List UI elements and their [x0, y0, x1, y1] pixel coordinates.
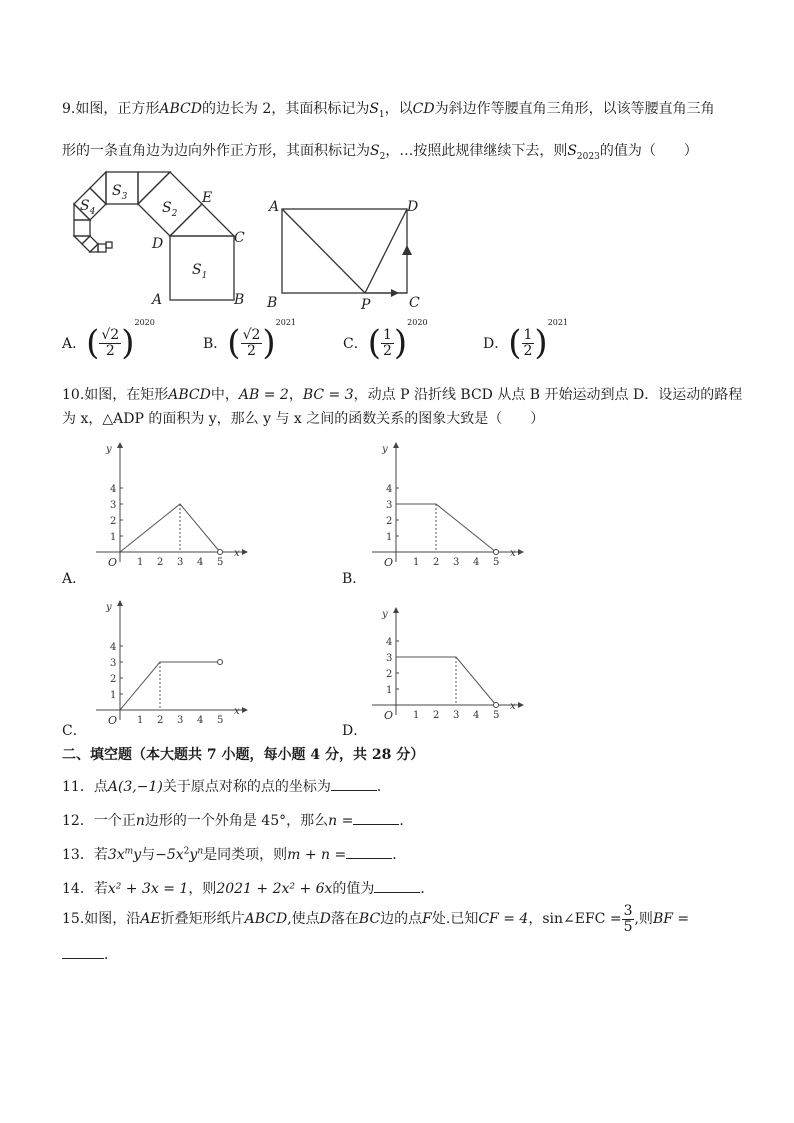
- x-tick-label: 3: [177, 715, 184, 726]
- function-line: [120, 504, 220, 552]
- q10-graph-d: [368, 605, 528, 733]
- x-tick-label: 4: [197, 557, 204, 568]
- square-s6: [82, 236, 98, 252]
- q9-option-c[interactable]: C．( $\frac{1}{2}$ )$^{2020}$: [343, 318, 428, 363]
- q12: 12．一个正n边形的一个外角是 45°，那么n = ．: [62, 813, 414, 829]
- q10-line2: 为 x，△ADP 的面积为 y，那么 y 与 x 之间的函数关系的图象大致是（ ）: [62, 411, 545, 427]
- x-tick-label: 4: [197, 715, 204, 726]
- y-tick-label: 3: [110, 500, 117, 511]
- q10-option-d[interactable]: D．: [342, 723, 368, 739]
- open-endpoint: [218, 550, 223, 555]
- x-tick-label: 5: [217, 557, 224, 568]
- origin-label: O: [384, 556, 394, 569]
- function-line: [396, 657, 496, 705]
- label-c: C: [234, 230, 245, 246]
- x-tick-label: 3: [177, 557, 184, 568]
- y-axis-label: y: [382, 609, 388, 620]
- open-endpoint: [494, 703, 499, 708]
- q14: 14．若x² + 3x = 1，则2021 + 2x² + 6x的值为 ．: [62, 881, 435, 897]
- q9-option-b[interactable]: B．( $\frac{√2}{2}$ )$^{2021}$: [203, 318, 297, 363]
- q10-option-b[interactable]: B．: [342, 571, 367, 587]
- q9-line2: 形的一条直角边为边向外作正方形，其面积标记为$S_2$，…按照此规律继续下去，则$S_{2023}$的值为（ ）: [62, 143, 698, 162]
- q9-option-d[interactable]: D．( $\frac{1}{2}$ )$^{2021}$: [483, 318, 569, 363]
- x-axis-arrow-icon: [242, 707, 248, 713]
- y-axis-arrow-icon: [117, 600, 123, 606]
- function-line: [396, 504, 496, 552]
- x-axis-label: x: [510, 548, 516, 559]
- label-s1: $S_1$: [192, 262, 208, 281]
- x-tick-label: 1: [413, 710, 420, 721]
- x-tick-label: 4: [473, 557, 480, 568]
- q10-graph-a: [92, 440, 252, 580]
- q10-option-c[interactable]: C．: [62, 723, 87, 739]
- arrow-right-icon: [391, 289, 399, 297]
- x-tick-label: 5: [217, 715, 224, 726]
- origin-label: O: [108, 556, 118, 569]
- label-a: A: [152, 292, 163, 308]
- y-tick-label: 4: [386, 637, 393, 648]
- x-tick-label: 3: [453, 710, 460, 721]
- section-title: 二、填空题（本大题共 7 小题，每小题 4 分，共 28 分）: [62, 747, 425, 763]
- x-tick-label: 1: [137, 715, 144, 726]
- y-tick-label: 3: [386, 500, 393, 511]
- y-tick-label: 4: [110, 484, 117, 495]
- q13: 13．若$3x^my$与$-5x^2y^n$是同类项，则m + n = ．: [62, 846, 407, 863]
- label-b: B: [234, 292, 245, 308]
- function-line: [120, 662, 220, 710]
- x-tick-label: 1: [137, 557, 144, 568]
- square-s5: [74, 220, 90, 236]
- label-d: D: [407, 199, 419, 215]
- y-axis-arrow-icon: [393, 442, 399, 448]
- label-b: B: [267, 295, 278, 311]
- x-tick-label: 3: [453, 557, 460, 568]
- q15-line1: 15.如图，沿AE折叠矩形纸片ABCD,使点D落在BC边的点F处.已知CF = 4，sin∠EFC = $\frac{3}{5}$ ,则BF =: [62, 902, 690, 935]
- x-axis-arrow-icon: [518, 549, 524, 555]
- label-d: D: [152, 236, 164, 252]
- y-tick-label: 2: [386, 516, 393, 527]
- q9-option-a[interactable]: A．( $\frac{√2}{2}$ )$^{2020}$: [62, 318, 155, 363]
- x-tick-label: 2: [157, 715, 164, 726]
- square-s1: [170, 236, 234, 300]
- x-tick-label: 4: [473, 710, 480, 721]
- x-tick-label: 2: [433, 557, 440, 568]
- label-s2: $S_2$: [162, 200, 178, 219]
- q9-line1: 9.如图，正方形ABCD的边长为 2，其面积标记为$S_1$，以CD为斜边作等腰直角三角形，以该等腰直角三角: [62, 101, 715, 120]
- square-s7: [98, 244, 106, 252]
- x-tick-label: 2: [433, 710, 440, 721]
- origin-label: O: [384, 709, 394, 722]
- x-axis-label: x: [510, 701, 516, 712]
- open-endpoint: [494, 550, 499, 555]
- x-axis-label: x: [234, 548, 240, 559]
- label-s3: $S_3$: [112, 183, 128, 202]
- label-p: P: [361, 297, 371, 313]
- y-axis-label: y: [106, 602, 112, 613]
- origin-label: O: [108, 714, 118, 727]
- y-tick-label: 4: [110, 642, 117, 653]
- triangle-6: [90, 244, 98, 252]
- q12-answer-blank[interactable]: [353, 824, 399, 825]
- x-axis-arrow-icon: [242, 549, 248, 555]
- q11: 11．点A(3,−1)关于原点对称的点的坐标为 ．: [62, 779, 391, 795]
- y-tick-label: 3: [386, 653, 393, 664]
- y-tick-label: 4: [386, 484, 393, 495]
- triangle-cde: [170, 204, 234, 236]
- q10-option-a[interactable]: A．: [62, 571, 87, 587]
- q10-line1: 10.如图，在矩形ABCD中，AB = 2，BC = 3，动点 P 沿折线 BCD 从点 B 开始运动到点 D．设运动的路程: [62, 387, 743, 403]
- q10-graph-c: [92, 598, 252, 738]
- y-tick-label: 1: [386, 532, 393, 543]
- x-tick-label: 2: [157, 557, 164, 568]
- square-s8: [106, 242, 112, 248]
- y-tick-label: 2: [110, 674, 117, 685]
- triangle-3: [90, 172, 106, 204]
- q10-graph-b: [368, 440, 528, 580]
- x-axis-label: x: [234, 706, 240, 717]
- x-tick-label: 1: [413, 557, 420, 568]
- y-tick-label: 1: [110, 532, 117, 543]
- label-e: E: [202, 190, 213, 206]
- q15-answer-blank[interactable]: [62, 958, 104, 959]
- q9-figure-squares: [68, 170, 268, 310]
- y-tick-label: 3: [110, 658, 117, 669]
- q15-line2: ．: [62, 944, 118, 964]
- x-axis-arrow-icon: [518, 702, 524, 708]
- y-tick-label: 1: [110, 690, 117, 701]
- label-a: A: [269, 199, 280, 215]
- x-tick-label: 5: [493, 557, 500, 568]
- y-axis-arrow-icon: [393, 607, 399, 613]
- q11-answer-blank[interactable]: [331, 790, 377, 791]
- q10-figure-rectangle: [265, 195, 435, 313]
- x-tick-label: 5: [493, 710, 500, 721]
- triangle-5: [74, 236, 90, 244]
- q14-answer-blank[interactable]: [374, 892, 420, 893]
- y-tick-label: 2: [386, 669, 393, 680]
- arrow-up-icon: [402, 245, 412, 255]
- label-s4: $S_4$: [80, 198, 96, 217]
- y-axis-label: y: [106, 444, 112, 455]
- y-tick-label: 1: [386, 685, 393, 696]
- q13-answer-blank[interactable]: [346, 858, 392, 859]
- y-axis-label: y: [382, 444, 388, 455]
- y-tick-label: 2: [110, 516, 117, 527]
- y-axis-arrow-icon: [117, 442, 123, 448]
- label-c: C: [409, 295, 420, 311]
- open-endpoint: [218, 660, 223, 665]
